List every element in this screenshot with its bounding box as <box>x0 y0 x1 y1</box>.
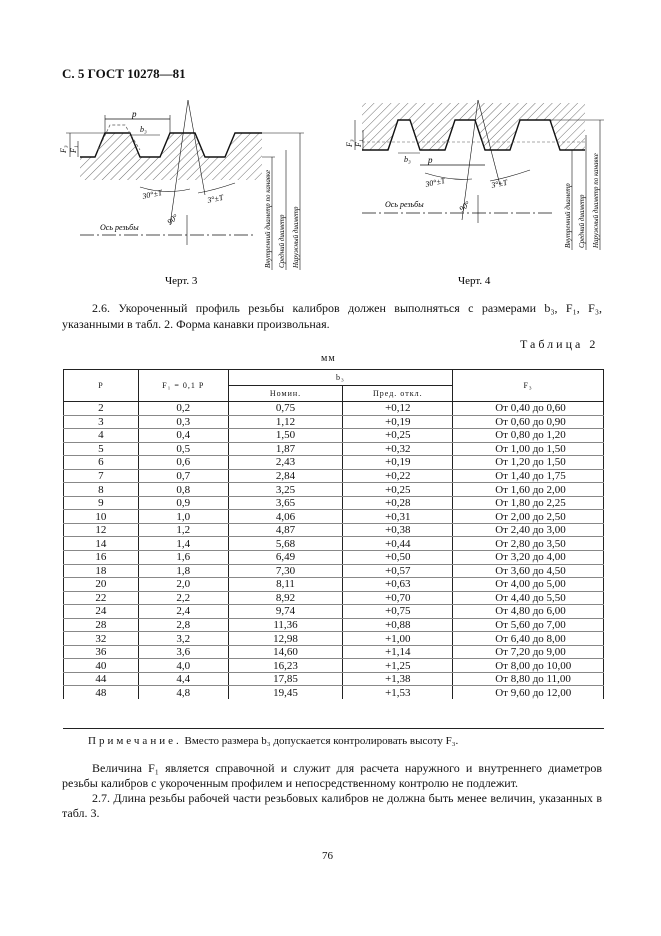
cell-b3-tolerance: +1,53 <box>343 686 453 699</box>
cell-f1: 1,4 <box>138 537 228 551</box>
fig3-angle1-label: 30°±T <box>141 187 164 201</box>
fig4-angle2-label: 3°±T <box>490 177 509 190</box>
cell-f1: 4,0 <box>138 659 228 673</box>
cell-f1: 2,2 <box>138 591 228 605</box>
cell-f3: От 6,40 до 8,00 <box>453 632 604 646</box>
cell-b3-tolerance: +0,38 <box>343 523 453 537</box>
header-f3: F₃ <box>453 370 604 402</box>
cell-b3-tolerance: +0,19 <box>343 456 453 470</box>
cell-f1: 0,7 <box>138 469 228 483</box>
table-unit: мм <box>321 353 336 364</box>
cell-b3-tolerance: +0,25 <box>343 429 453 443</box>
cell-b3-tolerance: +0,28 <box>343 496 453 510</box>
fig4-outer-diameter-label: Наружный диаметр по канавке <box>592 153 600 248</box>
cell-f3: От 4,00 до 5,00 <box>453 578 604 592</box>
header-b3: b₃ <box>228 370 453 386</box>
cell-f1: 4,8 <box>138 686 228 699</box>
cell-f1: 2,0 <box>138 578 228 592</box>
fig3-caption: Черт. 3 <box>165 275 198 287</box>
cell-f1: 3,2 <box>138 632 228 646</box>
fig3-outer-diameter-label: Наружный диаметр <box>292 206 300 268</box>
cell-f1: 0,9 <box>138 496 228 510</box>
page-header: С. 5 ГОСТ 10278—81 <box>62 66 186 81</box>
fig3-angle2-label: 3°±T <box>206 192 225 205</box>
cell-b3-nominal: 12,98 <box>228 632 343 646</box>
cell-f1: 1,2 <box>138 523 228 537</box>
cell-b3-nominal: 2,43 <box>228 456 343 470</box>
cell-p: 28 <box>64 618 139 632</box>
cell-b3-tolerance: +0,22 <box>343 469 453 483</box>
fig3-axis-label: Ось резьбы <box>100 223 139 232</box>
cell-b3-nominal: 11,36 <box>228 618 343 632</box>
table-row <box>64 469 604 483</box>
cell-b3-nominal: 3,65 <box>228 496 343 510</box>
cell-p: 9 <box>64 496 139 510</box>
cell-f3: От 4,80 до 6,00 <box>453 605 604 619</box>
table-body <box>64 402 604 700</box>
table-row <box>64 659 604 673</box>
table-row <box>64 632 604 646</box>
cell-p: 18 <box>64 564 139 578</box>
cell-b3-tolerance: +1,38 <box>343 672 453 686</box>
table-row <box>64 537 604 551</box>
cell-f1: 1,0 <box>138 510 228 524</box>
header-nominal: Номин. <box>228 386 343 402</box>
cell-p: 10 <box>64 510 139 524</box>
table-row <box>64 402 604 416</box>
note-text: Вместо размера b₃ допускается контролировать высоту F₃. <box>184 735 459 747</box>
table-row <box>64 564 604 578</box>
cell-f1: 1,6 <box>138 551 228 565</box>
fig4-angle1-label: 30°±T <box>424 175 447 189</box>
cell-f3: От 8,80 до 11,00 <box>453 672 604 686</box>
cell-p: 3 <box>64 415 139 429</box>
table-row <box>64 551 604 565</box>
cell-b3-tolerance: +0,63 <box>343 578 453 592</box>
cell-b3-nominal: 14,60 <box>228 645 343 659</box>
note-label: Примечание. <box>88 735 182 747</box>
table-row <box>64 456 604 470</box>
cell-b3-tolerance: +0,12 <box>343 402 453 416</box>
cell-f3: От 0,40 до 0,60 <box>453 402 604 416</box>
cell-b3-nominal: 16,23 <box>228 659 343 673</box>
cell-f3: От 4,40 до 5,50 <box>453 591 604 605</box>
header-f1: F₁ = 0,1 P <box>138 370 228 402</box>
cell-b3-nominal: 1,50 <box>228 429 343 443</box>
cell-f3: От 1,80 до 2,25 <box>453 496 604 510</box>
fig3-p-label: p <box>132 109 137 119</box>
cell-b3-tolerance: +0,25 <box>343 483 453 497</box>
cell-f3: От 1,40 до 1,75 <box>453 469 604 483</box>
table-row <box>64 483 604 497</box>
cell-f1: 0,6 <box>138 456 228 470</box>
fig3-mid-diameter-label: Средний диаметр <box>278 214 286 268</box>
cell-p: 8 <box>64 483 139 497</box>
cell-b3-nominal: 9,74 <box>228 605 343 619</box>
table-row <box>64 591 604 605</box>
fig4-mid-diameter-label: Средний диаметр <box>578 194 586 248</box>
table-2 <box>63 369 604 699</box>
cell-f3: От 1,60 до 2,00 <box>453 483 604 497</box>
fig4-f3-label: F₃ <box>345 139 354 147</box>
cell-b3-nominal: 8,92 <box>228 591 343 605</box>
cell-b3-nominal: 2,84 <box>228 469 343 483</box>
table-row <box>64 442 604 456</box>
cell-p: 7 <box>64 469 139 483</box>
cell-f1: 0,4 <box>138 429 228 443</box>
cell-b3-tolerance: +0,88 <box>343 618 453 632</box>
cell-b3-tolerance: +1,14 <box>343 645 453 659</box>
cell-p: 6 <box>64 456 139 470</box>
figure-4-drawing <box>345 100 604 250</box>
paragraph-f1: Величина F₁ является справочной и служит для расчета наружного и внутреннего диаметров резьбы калибров с укороченным профилем и непосредственному контролю не подлежит. <box>62 761 602 790</box>
fig4-p-label: p <box>428 155 433 165</box>
cell-p: 48 <box>64 686 139 699</box>
cell-f1: 4,4 <box>138 672 228 686</box>
cell-f3: От 5,60 до 7,00 <box>453 618 604 632</box>
cell-p: 4 <box>64 429 139 443</box>
cell-f3: От 9,60 до 12,00 <box>453 686 604 699</box>
table-label: Таблица 2 <box>520 337 599 351</box>
cell-b3-tolerance: +0,75 <box>343 605 453 619</box>
cell-b3-tolerance: +0,50 <box>343 551 453 565</box>
cell-b3-tolerance: +0,19 <box>343 415 453 429</box>
table-row <box>64 429 604 443</box>
table-row <box>64 618 604 632</box>
fig4-axis-label: Ось резьбы <box>385 200 424 209</box>
cell-b3-nominal: 17,85 <box>228 672 343 686</box>
cell-b3-nominal: 19,45 <box>228 686 343 699</box>
cell-f3: От 7,20 до 9,00 <box>453 645 604 659</box>
cell-f1: 0,2 <box>138 402 228 416</box>
cell-f1: 0,8 <box>138 483 228 497</box>
cell-b3-tolerance: +1,00 <box>343 632 453 646</box>
cell-p: 40 <box>64 659 139 673</box>
cell-f1: 2,8 <box>138 618 228 632</box>
cell-b3-tolerance: +0,44 <box>343 537 453 551</box>
fig3-f1-label: F₁ <box>69 145 78 153</box>
cell-f1: 3,6 <box>138 645 228 659</box>
fig3-f3-label: F₃ <box>59 145 68 153</box>
cell-b3-nominal: 4,06 <box>228 510 343 524</box>
cell-f3: От 1,00 до 1,50 <box>453 442 604 456</box>
cell-b3-tolerance: +0,31 <box>343 510 453 524</box>
cell-b3-tolerance: +0,70 <box>343 591 453 605</box>
cell-f1: 0,5 <box>138 442 228 456</box>
cell-f3: От 2,00 до 2,50 <box>453 510 604 524</box>
cell-b3-nominal: 1,12 <box>228 415 343 429</box>
cell-p: 5 <box>64 442 139 456</box>
header-tolerance: Пред. откл. <box>343 386 453 402</box>
cell-p: 14 <box>64 537 139 551</box>
table-row <box>64 645 604 659</box>
cell-b3-nominal: 0,75 <box>228 402 343 416</box>
header-p: P <box>64 370 139 402</box>
cell-f3: От 0,80 до 1,20 <box>453 429 604 443</box>
cell-b3-nominal: 6,49 <box>228 551 343 565</box>
note <box>88 735 458 747</box>
cell-b3-tolerance: +0,32 <box>343 442 453 456</box>
fig4-f1-label: F₁ <box>354 139 363 147</box>
fig3-b3-label: b₃ <box>140 125 147 134</box>
cell-p: 12 <box>64 523 139 537</box>
cell-f1: 2,4 <box>138 605 228 619</box>
cell-b3-nominal: 1,87 <box>228 442 343 456</box>
table-row <box>64 415 604 429</box>
cell-b3-nominal: 7,30 <box>228 564 343 578</box>
fig4-inner-diameter-label: Внутренний диаметр <box>564 183 572 248</box>
cell-f3: От 2,80 до 3,50 <box>453 537 604 551</box>
table-row <box>64 523 604 537</box>
cell-p: 44 <box>64 672 139 686</box>
fig4-b3-label: b₃ <box>404 155 411 164</box>
cell-p: 36 <box>64 645 139 659</box>
table-row <box>64 496 604 510</box>
fig3-inner-diameter-label: Внутренний диаметр по канавке <box>264 169 272 268</box>
table-row <box>64 672 604 686</box>
cell-f1: 1,8 <box>138 564 228 578</box>
cell-f3: От 8,00 до 10,00 <box>453 659 604 673</box>
fig4-angle90-label: 90° <box>457 199 472 214</box>
fig3-angle90-label: 90° <box>165 212 180 227</box>
cell-f3: От 1,20 до 1,50 <box>453 456 604 470</box>
cell-f3: От 2,40 до 3,00 <box>453 523 604 537</box>
cell-p: 20 <box>64 578 139 592</box>
cell-b3-nominal: 5,68 <box>228 537 343 551</box>
cell-p: 22 <box>64 591 139 605</box>
paragraph-2-7: 2.7. Длина резьбы рабочей части резьбовых калибров не должна быть менее величин, указанных в табл. 3. <box>62 791 602 820</box>
paragraph-2-6: 2.6. Укороченный профиль резьбы калибров должен выполняться с размерами b₃, F₁, F₃, указанными в табл. 2. Форма канавки произвольная. <box>62 301 602 331</box>
table-row <box>64 605 604 619</box>
table-bottom-rule <box>63 728 604 729</box>
cell-f3: От 3,20 до 4,00 <box>453 551 604 565</box>
cell-f1: 0,3 <box>138 415 228 429</box>
cell-p: 24 <box>64 605 139 619</box>
cell-b3-tolerance: +1,25 <box>343 659 453 673</box>
table-row <box>64 578 604 592</box>
table-row <box>64 686 604 699</box>
figure-3-drawing <box>59 100 304 270</box>
cell-b3-nominal: 3,25 <box>228 483 343 497</box>
cell-p: 2 <box>64 402 139 416</box>
cell-p: 16 <box>64 551 139 565</box>
cell-p: 32 <box>64 632 139 646</box>
cell-f3: От 3,60 до 4,50 <box>453 564 604 578</box>
fig4-caption: Черт. 4 <box>458 275 491 287</box>
table-row <box>64 510 604 524</box>
cell-b3-nominal: 8,11 <box>228 578 343 592</box>
figures-area <box>0 95 661 290</box>
page-number: 76 <box>322 850 333 862</box>
cell-f3: От 0,60 до 0,90 <box>453 415 604 429</box>
cell-b3-tolerance: +0,57 <box>343 564 453 578</box>
cell-b3-nominal: 4,87 <box>228 523 343 537</box>
